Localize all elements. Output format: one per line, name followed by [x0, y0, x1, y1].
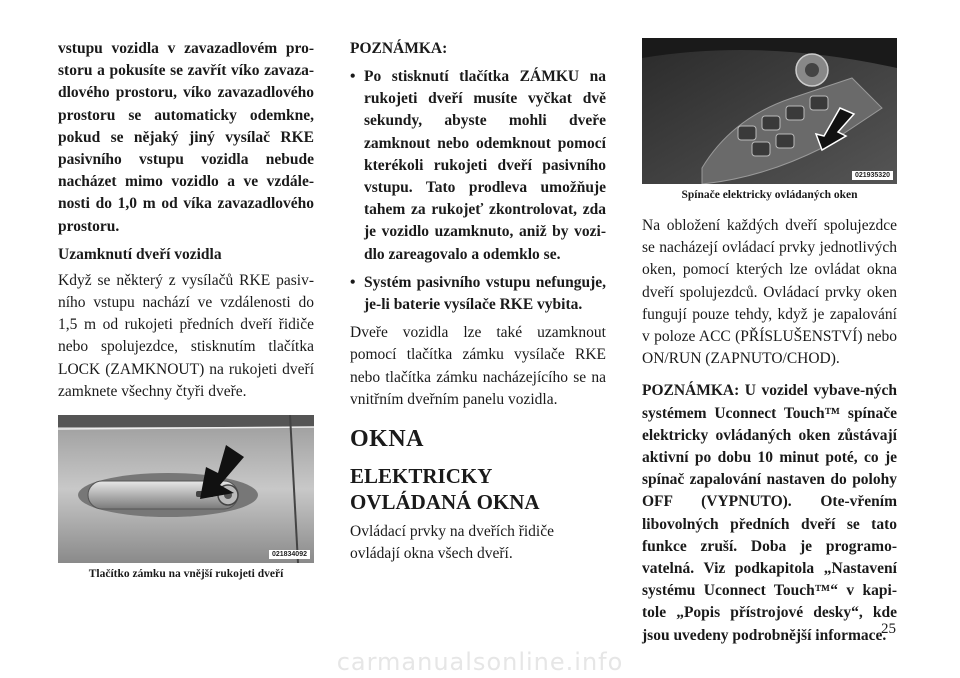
window-switch-illustration — [642, 38, 897, 184]
figure-caption: Tlačítko zámku na vnější rukojeti dveří — [88, 568, 284, 581]
door-handle-illustration — [58, 415, 314, 563]
window-switch-figure — [642, 38, 897, 184]
lock-paragraph: Když se některý z vysílačů RKE pasiv-ního vstupu nachází ve vzdálenosti do 1,5 m od rukojeti předních dveří řidiče nebo spolujezdce, stisknutím tlačítka LOCK (ZAMKNOUT) na rukojeti dveří zamknete všechny čtyři dveře. — [58, 271, 314, 400]
figure-code: 021834092 — [269, 550, 310, 559]
list-item: • Systém pasivního vstupu nefunguje, je-li baterie vysílače RKE vybita. — [350, 272, 606, 316]
lock-heading: Uzamknutí dveří vozidla — [58, 245, 222, 263]
column-middle — [350, 38, 606, 565]
list-item: • Po stisknutí tlačítka ZÁMKU na rukojeti dveří musíte vyčkat dvě sekundy, abyste mohli dveře zamknout nebo odemknout pomocí kterékoli rukojeti dveří pasivního vstupu. Tato prodleva umožňuje tahem za rukojeť zkontrolovat, zda je vozidlo uzamknuto, aniž by vozi-dlo zareagovalo a odemklo se. — [350, 66, 606, 266]
intro-paragraph: vstupu vozidla v zavazadlovém pro-storu a pokusíte se zavřít víko zavaza-dlového prostoru, víko zavazadlového prostoru se automaticky odemkne, pokud se nějaký jiný vysílač RKE pasivního vstupu vozidla nebude nacházet mimo vozidlo a ve vzdále-nosti do 1,0 m od víka zavazadlového prostoru. — [58, 40, 314, 235]
subsection-heading-power-windows: ELEKTRICKY OVLÁDANÁ OKNA — [350, 464, 540, 515]
page-number: 25 — [881, 621, 896, 637]
note-bullets — [350, 66, 606, 316]
column-left — [58, 38, 314, 580]
figure-caption: Spínače elektricky ovládaných oken — [681, 189, 858, 201]
watermark-text: carmanualsonline.info — [336, 648, 624, 676]
column-right — [642, 38, 897, 647]
note-label: POZNÁMKA: — [350, 40, 448, 57]
lock-alt-paragraph: Dveře vozidla lze také uzamknout pomocí tlačítka zámku vysílače RKE nebo tlačítka zámku nacházejícího se na vnitřním dveřním panelu vozidla. — [350, 324, 606, 408]
passenger-controls-paragraph: Na obložení každých dveří spolujezdce se nacházejí ovládací prvky jednotlivých oken, pomocí kterých lze ovládat okna dveří spolujezdců. Ovládací prvky oken fungují pouze tehdy, když je zapalování v poloze ACC (PŘÍSLUŠENSTVÍ) nebo ON/RUN (ZAPNUTO/CHOD). — [642, 217, 897, 368]
figure-code: 021935320 — [852, 171, 893, 180]
uconnect-note: POZNÁMKA: U vozidel vybave-ných systémem Uconnect Touch™ spínače elektricky ovládaných oken zůstávají aktivní po dobu 10 minut poté, co je spínač zapalování nastaven do polohy OFF (VYPNUTO). Ote-vřením libovolných předních dveří se tato funkce zruší. Doba je programo-vatelná. Viz podkapitola „Nastavení systému Uconnect Touch™“ v kapi-tole „Popis přístrojové desky“, kde jsou uvedeny podrobnější informace. — [642, 382, 897, 644]
door-handle-figure — [58, 415, 314, 563]
power-windows-paragraph: Ovládací prvky na dveřích řidiče ovládají okna všech dveří. — [350, 523, 554, 563]
section-heading-windows: OKNA — [350, 426, 424, 453]
